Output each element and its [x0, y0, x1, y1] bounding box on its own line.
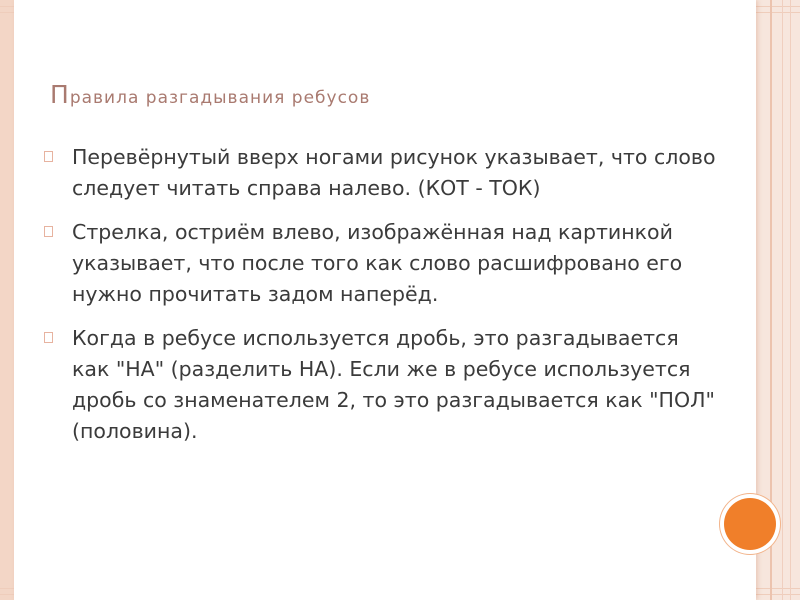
left-decor-strip	[0, 0, 14, 600]
bullet-marker-icon	[44, 332, 53, 343]
slide-title	[50, 80, 710, 120]
list-item	[40, 142, 716, 204]
decorative-orange-circle	[724, 498, 776, 550]
bullet-marker-icon	[44, 151, 53, 162]
list-item	[40, 217, 716, 310]
bullet-text: Перевёрнутый вверх ногами рисунок указывает, что слово следует читать справа налево. (КОТ - ТОК)	[72, 145, 716, 200]
right-decor-line	[782, 0, 783, 600]
bullet-marker-icon	[44, 226, 53, 237]
title-rest: равила разгадывания ребусов	[69, 88, 371, 108]
list-item	[40, 323, 716, 447]
content-panel	[14, 0, 756, 600]
bullet-list	[40, 142, 716, 460]
bullet-text: Стрелка, остриём влево, изображённая над картинкой указывает, что после того как слово расшифровано его нужно прочитать задом наперёд.	[72, 220, 683, 306]
title-first-letter: П	[50, 80, 70, 109]
right-decor-line	[790, 0, 791, 600]
bullet-text: Когда в ребусе используется дробь, это разгадывается как "НА" (разделить НА). Если же в ребусе используется дробь со знаменателем 2, то это разгадывается как "ПОЛ" (половина).	[72, 326, 715, 443]
